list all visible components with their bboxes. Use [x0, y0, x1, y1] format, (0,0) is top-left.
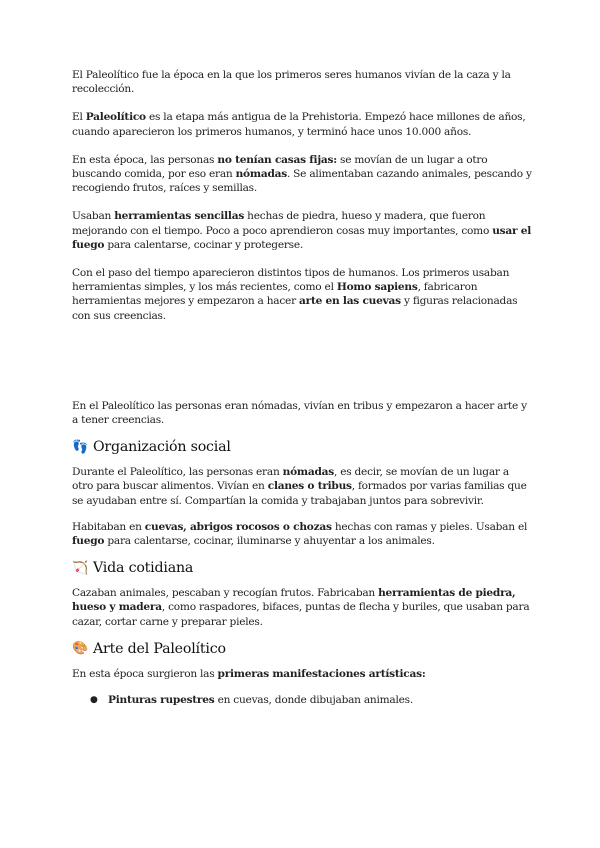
bold-run: usar el fuego: [72, 224, 532, 251]
section-title: Vida cotidiana: [93, 560, 194, 577]
text-run: , formados por varias familias que se ayudaban entre sí. Compartían la comida y trabajaban juntos para sobrevivir.: [72, 480, 527, 507]
bow-and-arrow-icon: 🏹: [72, 560, 88, 576]
palette-icon: 🎨: [72, 641, 88, 657]
bullet-icon: ●: [90, 695, 98, 706]
bold-run: herramientas sencillas: [114, 210, 245, 223]
section-title: Arte del Paleolítico: [93, 640, 226, 657]
blank-space: [72, 323, 532, 399]
list-item: [72, 693, 532, 707]
section-heading-art: [72, 641, 532, 657]
bold-run: no tenían casas fijas:: [217, 153, 337, 166]
text-run: en cuevas, donde dibujaban animales.: [214, 694, 413, 707]
daily-paragraph-1: [72, 586, 532, 629]
footprints-icon: 👣: [72, 439, 88, 455]
text-run: se movían de un lugar a otro buscando comida, por eso eran: [72, 153, 488, 181]
bold-run: nómadas: [282, 466, 334, 479]
text-run: , es decir, se movían de un lugar a otro para buscar alimentos. Vivían en: [72, 466, 509, 493]
text-run: y figuras relacionadas con sus creencias.: [72, 295, 518, 322]
text-run: para calentarse, cocinar y protegerse.: [104, 238, 303, 251]
intro-paragraph-5: [72, 266, 532, 323]
text-run: , fabricaron herramientas mejores y empezaron a hacer: [72, 281, 478, 308]
text-run: , como raspadores, bifaces, puntas de flecha y buriles, que usaban para cazar, cortar carne y preparar pieles.: [72, 601, 530, 628]
bold-run: Paleolítico: [85, 111, 146, 124]
bold-run: primeras manifestaciones artísticas:: [217, 667, 426, 680]
bold-run: Pinturas rupestres: [108, 694, 215, 707]
bold-run: nómadas: [235, 168, 287, 181]
bold-run: fuego: [72, 535, 105, 548]
bold-run: Homo sapiens: [336, 281, 418, 294]
text-run: para calentarse, cocinar, iluminarse y ahuyentar a los animales.: [104, 535, 435, 548]
section-title: Organización social: [93, 439, 231, 456]
social-paragraph-1: [72, 465, 532, 508]
text-run: hechas con ramas y pieles. Usaban el: [331, 520, 528, 533]
text-run: El: [72, 111, 86, 124]
bold-run: clanes o tribus: [267, 480, 352, 493]
text-run: Habitaban en: [72, 520, 145, 533]
intro-text: El Paleolítico fue la época en la que los primeros seres humanos vivían de la caza y la recolección.: [72, 69, 511, 96]
art-list: [72, 693, 532, 707]
summary-text: En el Paleolítico las personas eran nómadas, vivían en tribus y empezaron a hacer arte y a tener creencias.: [72, 399, 527, 427]
intro-paragraph-4: [72, 209, 532, 252]
text-run: Usaban: [72, 210, 115, 223]
text-run: hechas de piedra, hueso y madera, que fueron mejorando con el tiempo. Poco a poco aprendieron cosas muy importantes, como: [72, 210, 493, 237]
social-paragraph-2: [72, 520, 532, 548]
intro-paragraph-3: [72, 153, 532, 196]
summary-paragraph: [72, 399, 532, 427]
bold-run: cuevas, abrigos rocosos o chozas: [144, 520, 332, 533]
bold-run: herramientas de piedra, hueso y madera: [72, 587, 516, 614]
art-paragraph-1: [72, 667, 532, 681]
intro-paragraph-2: [72, 110, 532, 138]
intro-paragraph-1: [72, 68, 532, 96]
document-page: [72, 68, 532, 707]
text-run: Cazaban animales, pescaban y recogían frutos. Fabricaban: [72, 587, 379, 600]
section-heading-daily: [72, 560, 532, 576]
section-heading-social: [72, 439, 532, 455]
text-run: En esta época, las personas: [72, 153, 218, 166]
text-run: es la etapa más antigua de la Prehistoria. Empezó hace millones de años, cuando aparecieron los primeros humanos, y terminó hace unos 10.000 años.: [72, 111, 526, 138]
bold-run: arte en las cuevas: [299, 295, 401, 308]
text-run: Durante el Paleolítico, las personas eran: [72, 466, 283, 479]
text-run: . Se alimentaban cazando animales, pescando y recogiendo frutos, raíces y semillas.: [72, 168, 532, 195]
text-run: Con el paso del tiempo aparecieron distintos tipos de humanos. Los primeros usaban herramientas simples, y los más recientes, como el: [72, 267, 510, 294]
text-run: En esta época surgieron las: [72, 667, 218, 680]
list-item-content: [108, 693, 413, 707]
